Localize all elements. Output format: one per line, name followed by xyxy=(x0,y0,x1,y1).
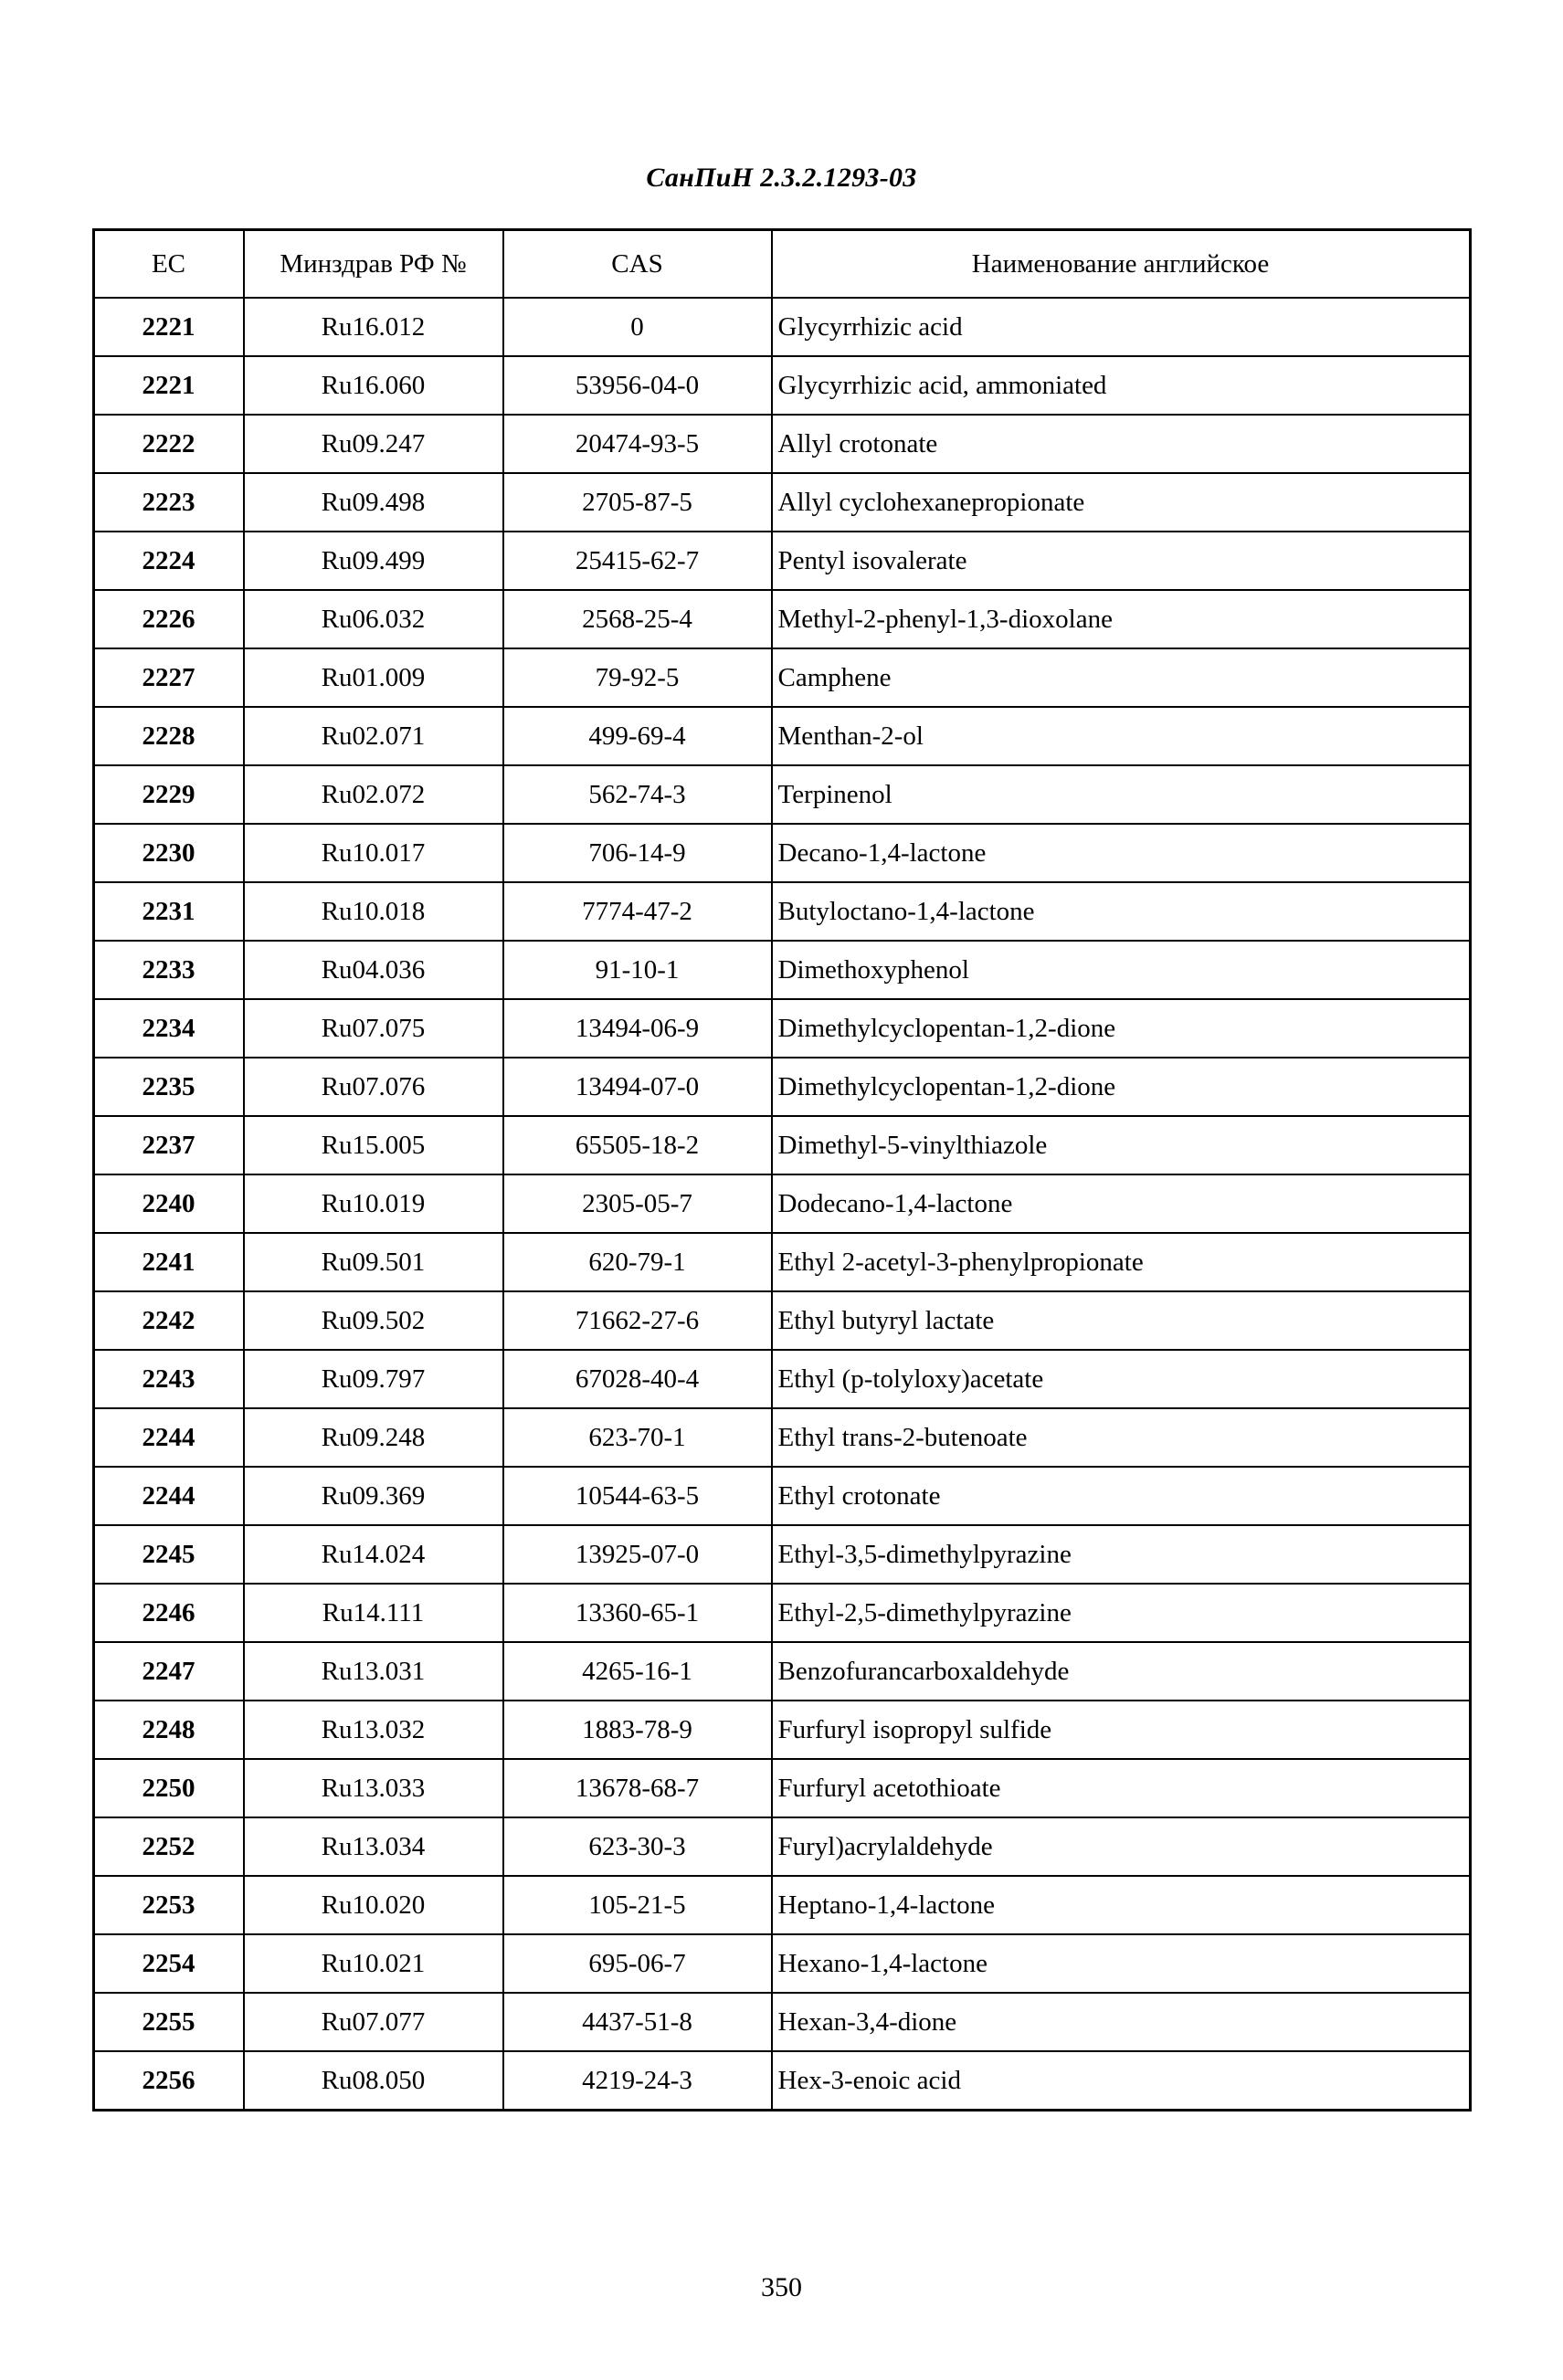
cell-minzdrav: Ru10.019 xyxy=(244,1174,503,1233)
column-header-minzdrav: Минздрав РФ № xyxy=(244,230,503,299)
cell-minzdrav: Ru09.247 xyxy=(244,415,503,473)
table-row xyxy=(93,1642,1470,1701)
cell-cas: 4265-16-1 xyxy=(503,1642,772,1701)
table-row xyxy=(93,999,1470,1058)
cell-cas: 20474-93-5 xyxy=(503,415,772,473)
cell-name: Butyloctano-1,4-lactone xyxy=(772,882,1471,941)
table-row xyxy=(93,1233,1470,1291)
cell-name: Ethyl-3,5-dimethylpyrazine xyxy=(772,1525,1471,1584)
table-header-row xyxy=(93,230,1470,299)
table-row xyxy=(93,356,1470,415)
cell-cas: 13925-07-0 xyxy=(503,1525,772,1584)
cell-minzdrav: Ru14.111 xyxy=(244,1584,503,1642)
table-row xyxy=(93,1291,1470,1350)
table-row xyxy=(93,1993,1470,2051)
cell-ec: 2233 xyxy=(93,941,244,999)
table-row xyxy=(93,1759,1470,1817)
cell-minzdrav: Ru13.032 xyxy=(244,1701,503,1759)
cell-cas: 10544-63-5 xyxy=(503,1467,772,1525)
cell-ec: 2246 xyxy=(93,1584,244,1642)
cell-minzdrav: Ru02.071 xyxy=(244,707,503,765)
cell-cas: 1883-78-9 xyxy=(503,1701,772,1759)
table-row xyxy=(93,824,1470,882)
table-row xyxy=(93,648,1470,707)
cell-cas: 2305-05-7 xyxy=(503,1174,772,1233)
cell-name: Dodecano-1,4-lactone xyxy=(772,1174,1471,1233)
cell-cas: 623-30-3 xyxy=(503,1817,772,1876)
table-row xyxy=(93,1817,1470,1876)
cell-cas: 79-92-5 xyxy=(503,648,772,707)
cell-cas: 695-06-7 xyxy=(503,1934,772,1993)
cell-minzdrav: Ru09.248 xyxy=(244,1408,503,1467)
cell-name: Camphene xyxy=(772,648,1471,707)
cell-ec: 2231 xyxy=(93,882,244,941)
cell-minzdrav: Ru07.075 xyxy=(244,999,503,1058)
cell-name: Pentyl isovalerate xyxy=(772,532,1471,590)
cell-cas: 562-74-3 xyxy=(503,765,772,824)
cell-ec: 2244 xyxy=(93,1408,244,1467)
cell-minzdrav: Ru09.797 xyxy=(244,1350,503,1408)
cell-name: Menthan-2-ol xyxy=(772,707,1471,765)
cell-minzdrav: Ru01.009 xyxy=(244,648,503,707)
cell-ec: 2226 xyxy=(93,590,244,648)
cell-cas: 13494-06-9 xyxy=(503,999,772,1058)
cell-cas: 53956-04-0 xyxy=(503,356,772,415)
cell-ec: 2244 xyxy=(93,1467,244,1525)
cell-name: Furfuryl isopropyl sulfide xyxy=(772,1701,1471,1759)
cell-name: Furyl)acrylaldehyde xyxy=(772,1817,1471,1876)
cell-ec: 2243 xyxy=(93,1350,244,1408)
cell-ec: 2254 xyxy=(93,1934,244,1993)
cell-minzdrav: Ru09.501 xyxy=(244,1233,503,1291)
cell-ec: 2248 xyxy=(93,1701,244,1759)
cell-minzdrav: Ru02.072 xyxy=(244,765,503,824)
cell-name: Dimethoxyphenol xyxy=(772,941,1471,999)
cell-ec: 2241 xyxy=(93,1233,244,1291)
cell-minzdrav: Ru07.077 xyxy=(244,1993,503,2051)
table-row xyxy=(93,415,1470,473)
cell-ec: 2227 xyxy=(93,648,244,707)
cell-minzdrav: Ru10.017 xyxy=(244,824,503,882)
cell-minzdrav: Ru14.024 xyxy=(244,1525,503,1584)
cell-ec: 2252 xyxy=(93,1817,244,1876)
table-row xyxy=(93,1467,1470,1525)
cell-name: Terpinenol xyxy=(772,765,1471,824)
cell-name: Dimethylcyclopentan-1,2-dione xyxy=(772,999,1471,1058)
cell-ec: 2230 xyxy=(93,824,244,882)
cell-name: Dimethyl-5-vinylthiazole xyxy=(772,1116,1471,1174)
table-row xyxy=(93,1701,1470,1759)
table-row xyxy=(93,1934,1470,1993)
column-header-ec: EC xyxy=(93,230,244,299)
cell-ec: 2237 xyxy=(93,1116,244,1174)
document-header: СанПиН 2.3.2.1293-03 xyxy=(646,163,917,193)
cell-ec: 2256 xyxy=(93,2051,244,2111)
cell-name: Glycyrrhizic acid xyxy=(772,298,1471,356)
cell-name: Dimethylcyclopentan-1,2-dione xyxy=(772,1058,1471,1116)
cell-ec: 2250 xyxy=(93,1759,244,1817)
cell-ec: 2247 xyxy=(93,1642,244,1701)
cell-cas: 65505-18-2 xyxy=(503,1116,772,1174)
cell-minzdrav: Ru09.369 xyxy=(244,1467,503,1525)
cell-minzdrav: Ru06.032 xyxy=(244,590,503,648)
table-row xyxy=(93,1584,1470,1642)
cell-ec: 2228 xyxy=(93,707,244,765)
substances-table xyxy=(92,228,1472,2111)
cell-ec: 2221 xyxy=(93,298,244,356)
cell-name: Ethyl-2,5-dimethylpyrazine xyxy=(772,1584,1471,1642)
cell-cas: 499-69-4 xyxy=(503,707,772,765)
cell-ec: 2222 xyxy=(93,415,244,473)
cell-ec: 2229 xyxy=(93,765,244,824)
cell-name: Ethyl crotonate xyxy=(772,1467,1471,1525)
table-row xyxy=(93,1174,1470,1233)
cell-name: Hexano-1,4-lactone xyxy=(772,1934,1471,1993)
cell-minzdrav: Ru10.020 xyxy=(244,1876,503,1934)
cell-ec: 2253 xyxy=(93,1876,244,1934)
cell-name: Benzofurancarboxaldehyde xyxy=(772,1642,1471,1701)
table-row xyxy=(93,765,1470,824)
cell-ec: 2255 xyxy=(93,1993,244,2051)
cell-ec: 2242 xyxy=(93,1291,244,1350)
cell-cas: 706-14-9 xyxy=(503,824,772,882)
cell-name: Ethyl (p-tolyloxy)acetate xyxy=(772,1350,1471,1408)
cell-minzdrav: Ru04.036 xyxy=(244,941,503,999)
table-row xyxy=(93,941,1470,999)
cell-cas: 4219-24-3 xyxy=(503,2051,772,2111)
table-row xyxy=(93,298,1470,356)
cell-cas: 0 xyxy=(503,298,772,356)
table-container xyxy=(0,228,1563,2111)
cell-minzdrav: Ru15.005 xyxy=(244,1116,503,1174)
cell-ec: 2240 xyxy=(93,1174,244,1233)
cell-ec: 2221 xyxy=(93,356,244,415)
cell-minzdrav: Ru10.021 xyxy=(244,1934,503,1993)
cell-name: Decano-1,4-lactone xyxy=(772,824,1471,882)
cell-cas: 7774-47-2 xyxy=(503,882,772,941)
table-row xyxy=(93,1525,1470,1584)
cell-minzdrav: Ru16.012 xyxy=(244,298,503,356)
table-row xyxy=(93,1116,1470,1174)
cell-name: Ethyl trans-2-butenoate xyxy=(772,1408,1471,1467)
cell-minzdrav: Ru13.031 xyxy=(244,1642,503,1701)
table-row xyxy=(93,1408,1470,1467)
cell-name: Heptano-1,4-lactone xyxy=(772,1876,1471,1934)
table-row xyxy=(93,2051,1470,2111)
cell-cas: 13494-07-0 xyxy=(503,1058,772,1116)
cell-name: Allyl crotonate xyxy=(772,415,1471,473)
column-header-name: Наименование английское xyxy=(772,230,1471,299)
cell-minzdrav: Ru09.498 xyxy=(244,473,503,532)
cell-name: Hexan-3,4-dione xyxy=(772,1993,1471,2051)
cell-cas: 67028-40-4 xyxy=(503,1350,772,1408)
cell-cas: 4437-51-8 xyxy=(503,1993,772,2051)
cell-minzdrav: Ru13.034 xyxy=(244,1817,503,1876)
cell-minzdrav: Ru16.060 xyxy=(244,356,503,415)
cell-ec: 2235 xyxy=(93,1058,244,1116)
cell-cas: 105-21-5 xyxy=(503,1876,772,1934)
document-page xyxy=(0,163,1563,2380)
cell-name: Ethyl butyryl lactate xyxy=(772,1291,1471,1350)
cell-cas: 2568-25-4 xyxy=(503,590,772,648)
cell-minzdrav: Ru13.033 xyxy=(244,1759,503,1817)
table-row xyxy=(93,1876,1470,1934)
cell-name: Ethyl 2-acetyl-3-phenylpropionate xyxy=(772,1233,1471,1291)
page-number: 350 xyxy=(761,2272,802,2302)
table-row xyxy=(93,707,1470,765)
cell-cas: 2705-87-5 xyxy=(503,473,772,532)
table-body xyxy=(93,298,1470,2111)
table-row xyxy=(93,473,1470,532)
table-row xyxy=(93,1058,1470,1116)
cell-cas: 91-10-1 xyxy=(503,941,772,999)
table-row xyxy=(93,590,1470,648)
cell-cas: 623-70-1 xyxy=(503,1408,772,1467)
cell-minzdrav: Ru09.499 xyxy=(244,532,503,590)
cell-ec: 2224 xyxy=(93,532,244,590)
cell-ec: 2223 xyxy=(93,473,244,532)
table-header xyxy=(93,230,1470,299)
cell-minzdrav: Ru08.050 xyxy=(244,2051,503,2111)
table-row xyxy=(93,1350,1470,1408)
cell-name: Glycyrrhizic acid, ammoniated xyxy=(772,356,1471,415)
cell-cas: 13678-68-7 xyxy=(503,1759,772,1817)
cell-minzdrav: Ru09.502 xyxy=(244,1291,503,1350)
cell-name: Allyl cyclohexanepropionate xyxy=(772,473,1471,532)
cell-minzdrav: Ru07.076 xyxy=(244,1058,503,1116)
cell-ec: 2234 xyxy=(93,999,244,1058)
table-row xyxy=(93,882,1470,941)
cell-cas: 71662-27-6 xyxy=(503,1291,772,1350)
cell-ec: 2245 xyxy=(93,1525,244,1584)
table-row xyxy=(93,532,1470,590)
cell-cas: 13360-65-1 xyxy=(503,1584,772,1642)
cell-name: Furfuryl acetothioate xyxy=(772,1759,1471,1817)
cell-cas: 620-79-1 xyxy=(503,1233,772,1291)
column-header-cas: CAS xyxy=(503,230,772,299)
cell-cas: 25415-62-7 xyxy=(503,532,772,590)
cell-minzdrav: Ru10.018 xyxy=(244,882,503,941)
cell-name: Hex-3-enoic acid xyxy=(772,2051,1471,2111)
cell-name: Methyl-2-phenyl-1,3-dioxolane xyxy=(772,590,1471,648)
